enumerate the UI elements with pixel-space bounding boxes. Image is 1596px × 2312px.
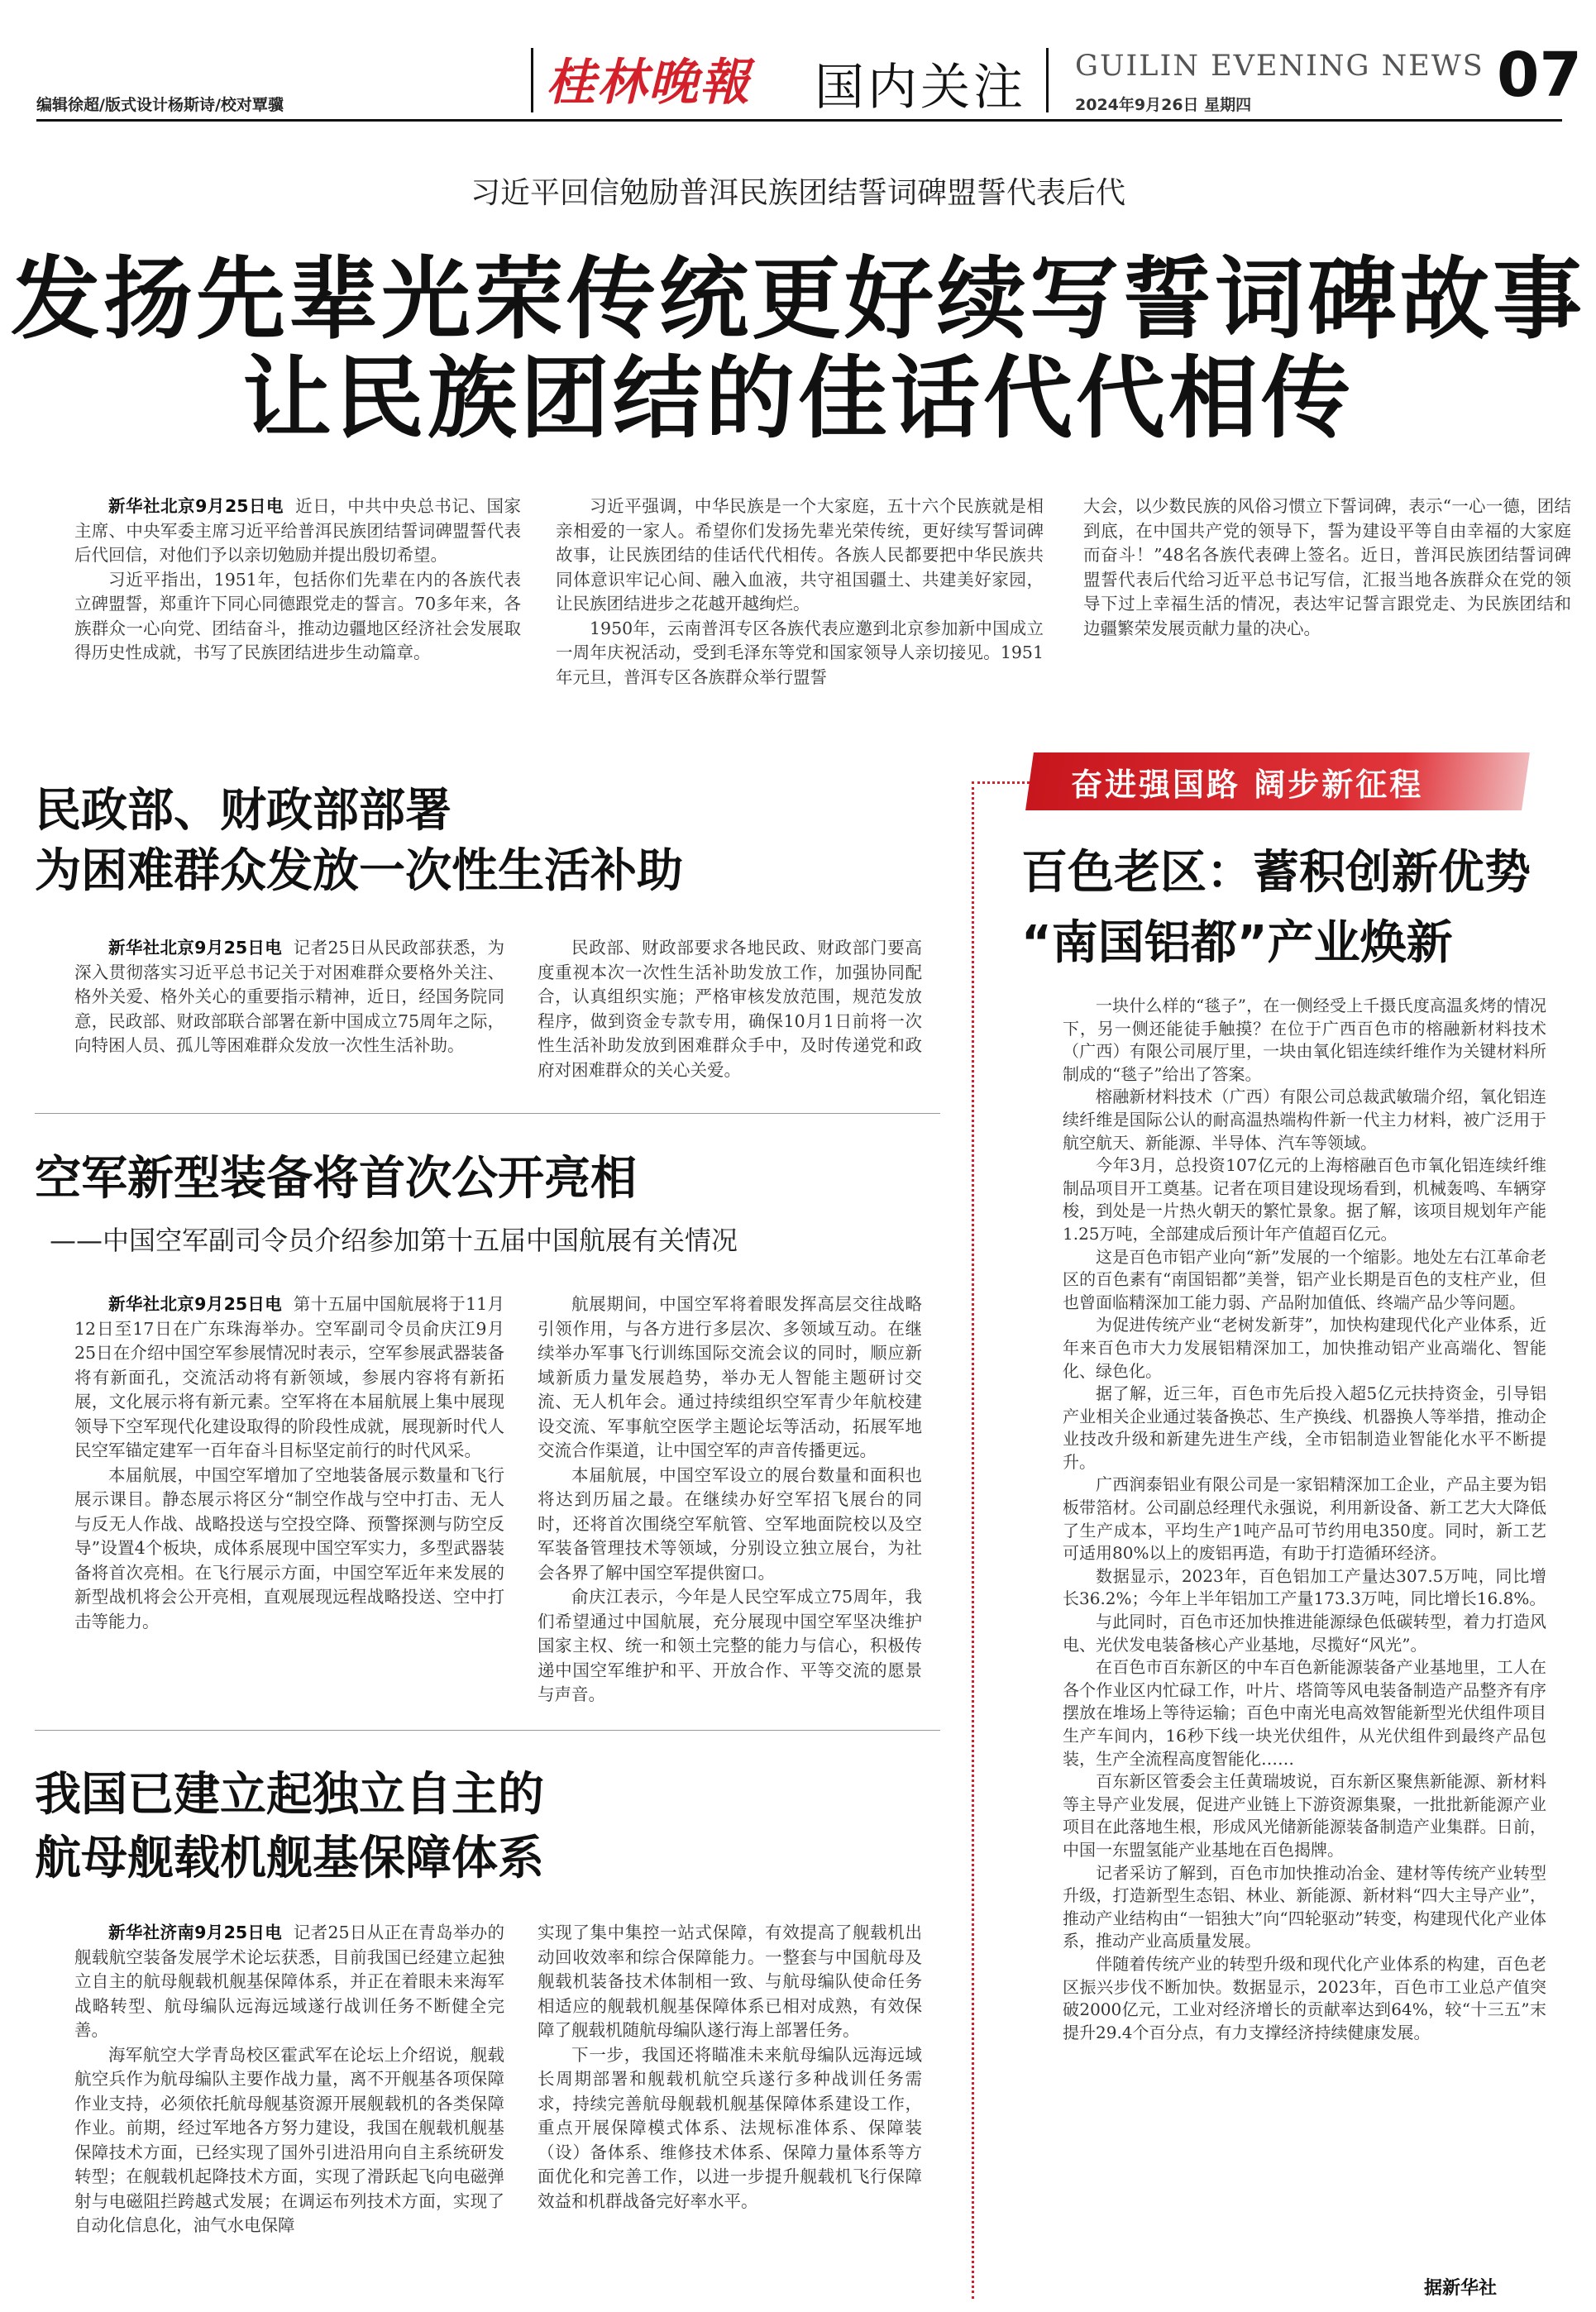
article2-title: 空军新型装备将首次公开亮相 [35, 1152, 637, 1206]
lead-paragraph: 新华社北京9月25日电 近日，中共中央总书记、国家主席、中央军委主席习近平给普洱民族团结誓词碑盟誓代表后代回信，对他们予以亲切勉励并提出殷切希望。 [74, 496, 521, 565]
divider [35, 1730, 940, 1731]
article-paragraph: 一块什么样的“毯子”，在一侧经受上千摄氏度高温炙烤的情况下，另一侧还能徒手触摸？在位于广西百色市的榕融新材料技术（广西）有限公司展厅里，一块由氧化铝连续纤维作为关键材料所制成的“毯子”给出了答案。 [1063, 996, 1546, 1084]
article1-column-2 [538, 936, 922, 1093]
right-frame-top [972, 781, 1030, 784]
article3-title-1: 我国已建立起独立自主的 [35, 1768, 544, 1822]
article-paragraph: 本届航展，中国空军设立的展台数量和面积也将达到历届之最。在继续办好空军招飞展台的同时，还将首次围绕空军航管、空军地面院校以及空军装备管理技术等领域，分别设立独立展台，为社会各界了解中国空军提供窗口。 [538, 1464, 922, 1583]
masthead-divider [531, 48, 533, 112]
article-paragraph: 海军航空大学青岛校区霍武军在论坛上介绍说，舰载航空兵作为航母编队主要作战力量，离不开舰基各项保障作业支持，必须依托航母舰基资源开展舰载机的各类保障作业。前期，经过军地各方努力建设，我国在舰载机舰基保障技术方面，已经实现了国外引进沿用向自主系统研发转型；在舰载机起降技术方面，实现了滑跃起飞向电磁弹射与电磁阻拦跨越式发展；在调运布列技术方面，实现了自动化信息化，油气水电保障 [74, 2044, 504, 2235]
article-paragraph: 俞庆江表示，今年是人民空军成立75周年，我们希望通过中国航展，充分展现中国空军坚决维护国家主权、统一和领土完整的能力与信心，积极传递中国空军维护和平、开放合作、平等交流的愿景与声音。 [538, 1587, 922, 1704]
lead-headline-1: 发扬先辈光荣传统更好续写誓词碑故事 [10, 248, 1585, 351]
lead-paragraph: 习近平强调，中华民族是一个大家庭，五十六个民族就是相亲相爱的一家人。希望你们发扬先辈光荣传统，更好续写誓词碑故事，让民族团结的佳话代代相传。各族人民都要把中华民族共同体意识牢记心间、融入血液，共守祖国疆土、共建美好家园，让民族团结进步之花越开越绚烂。 [556, 496, 1044, 614]
article-paragraph: 民政部、财政部要求各地民政、财政部门要高度重视本次一次性生活补助发放工作，加强协同配合，认真组织实施；严格审核发放范围，规范发放程序，做到资金专款专用，确保10月1日前将一次性生活补助发放到困难群众手中，及时传递党和政府对困难群众的关心关爱。 [538, 938, 922, 1080]
article1-column-1 [74, 936, 504, 1093]
divider [35, 1113, 940, 1114]
article-paragraph: 新华社北京9月25日电 记者25日从民政部获悉，为深入贯彻落实习近平总书记关于对困难群众要格外关注、格外关爱、格外关心的重要指示精神，近日，经国务院同意，民政部、财政部联合部署在新中国成立75周年之际，向特困人员、孤儿等困难群众发放一次性生活补助。 [74, 938, 504, 1055]
article3-column-1 [74, 1921, 504, 2297]
article-paragraph: 今年3月，总投资107亿元的上海榕融百色市氧化铝连续纤维制品项目开工奠基。记者在项目建设现场看到，机械轰鸣、车辆穿梭，到处是一片热火朝天的繁忙景象。据了解，该项目规划年产能1.25万吨，全部建成后预计年产值超百亿元。 [1063, 1155, 1546, 1244]
article-paragraph: 百东新区管委会主任黄瑞坡说，百东新区聚焦新能源、新材料等主导产业发展，促进产业链上下游资源集聚，一批批新能源产业项目在此落地生根，形成风光储新能源装备制造产业集群。日前，中国一东盟氢能产业基地在百色揭牌。 [1063, 1771, 1546, 1860]
page-number: 07 [1497, 40, 1582, 111]
section-name: 国内关注 [815, 59, 1026, 117]
article-paragraph: 在百色市百东新区的中车百色新能源装备产业基地里，工人在各个作业区内忙碌工作，叶片、塔筒等风电装备制造产品整齐有序摆放在堆场上等待运输；百色中南光电高效智能新型光伏组件项目生产车间内，16秒下线一块光伏组件，从光伏组件到最终产品包装，生产全流程高度智能化…… [1063, 1657, 1546, 1769]
article-paragraph: 新华社北京9月25日电 第十五届中国航展将于11月12日至17日在广东珠海举办。空军副司令员俞庆江9月25日在介绍中国空军参展情况时表示，空军参展武器装备将有新面孔，交流活动将有新领域，参展内容将有新拓展，文化展示将有新元素。空军将在本届航展上集中展现领导下空军现代化建设取得的阶段性成就，展现新时代人民空军锚定建军一百年奋斗目标坚定前行的时代风采。 [74, 1294, 504, 1460]
article1-title-1: 民政部、财政部部署 [35, 784, 452, 838]
article-paragraph: 榕融新材料技术（广西）有限公司总裁武敏瑞介绍，氧化铝连续纤维是国际公认的耐高温热端构件新一代主力材料，被广泛用于航空航天、新能源、半导体、汽车等领域。 [1063, 1087, 1546, 1153]
lead-paragraph: 习近平指出，1951年，包括你们先辈在内的各族代表立碑盟誓，郑重许下同心同德跟党走的誓言。70多年来，各族群众一心向党、团结奋斗，推动边疆地区经济社会发展取得历史性成就，书写了民族团结进步生动篇章。 [74, 569, 521, 662]
lead-headline-2: 让民族团结的佳话代代相传 [241, 347, 1354, 451]
english-name: GUILIN EVENING NEWS [1075, 50, 1484, 83]
article-paragraph: 数据显示，2023年，百色铝加工产量达307.5万吨，同比增长36.2%；今年上半年铝加工产量173.3万吨，同比增长16.8%。 [1063, 1565, 1546, 1609]
issue-date: 2024年9月26日 星期四 [1075, 96, 1252, 114]
right-column [1063, 995, 1546, 2264]
article2-column-1 [74, 1292, 504, 1710]
lead-column-2 [556, 494, 1044, 734]
article-paragraph: 航展期间，中国空军将着眼发挥高层交往战略引领作用，与各方进行多层次、多领域互动。在继续举办军事飞行训练国际交流会议的同时，顺应新域新质力量发展趋势，举办无人智能主题研讨交流、无人机年会。通过持续组织空军青少年航校建设交流、军事航空医学主题论坛等活动，拓展军地交流合作渠道，让中国空军的声音传播更远。 [538, 1294, 922, 1460]
masthead-divider-2 [1046, 48, 1049, 112]
article-paragraph: 记者采访了解到，百色市加快推动冶金、建材等传统产业转型升级，打造新型生态铝、林业、新能源、新材料“四大主导产业”，推动产业结构由“一铝独大”向“四轮驱动”转变，构建现代化产业体系，推动产业高质量发展。 [1063, 1862, 1546, 1951]
right-title-2: “南国铝都”产业焕新 [1021, 916, 1453, 970]
lead-kicker: 习近平回信勉励普洱民族团结誓词碑盟誓代表后代 [470, 176, 1125, 210]
article-paragraph: 与此同时，百色市还加快推进能源绿色低碳转型，着力打造风电、光伏发电装备核心产业基地，尽揽好“风光”。 [1063, 1612, 1546, 1655]
article-paragraph: 本届航展，中国空军增加了空地装备展示数量和飞行展示课目。静态展示将区分“制空作战与空中打击、无人与反无人作战、战略投送与空投空降、预警探测与防空反导”设置4个板块，成体系展现中国空军实力，多型武器装备将首次亮相。在飞行展示方面，中国空军近年来发展的新型战机将会公开亮相，直观展现远程战略投送、空中打击等能力。 [74, 1464, 504, 1631]
lead-paragraph: 大会，以少数民族的风俗习惯立下誓词碑，表示“一心一德，团结到底，在中国共产党的领导下，誓为建设平等自由幸福的大家庭而奋斗！”48名各族代表碑上签名。近日，普洱民族团结誓词碑盟誓代表后代给习近平总书记写信，汇报当地各族群众在党的领导下过上幸福生活的情况，表达牢记誓言跟党走、为民族团结和边疆繁荣发展贡献力量的决心。 [1083, 496, 1571, 638]
lead-dateline: 新华社北京9月25日电 [108, 496, 284, 516]
article2-dateline: 新华社北京9月25日电 [108, 1294, 283, 1314]
article-paragraph: 伴随着传统产业的转型升级和现代化产业体系的构建，百色老区振兴步伐不断加快。数据显示，2023年，百色市工业总产值突破2000亿元，工业对经济增长的贡献率达到64%，较“十三五”末提升29.4个百分点，有力支撑经济持续健康发展。 [1063, 1953, 1546, 2042]
column-banner: 奋进强国路 阔步新征程 [1071, 766, 1424, 803]
article-paragraph: 据了解，近三年，百色市先后投入超5亿元扶持资金，引导铝产业相关企业通过装备换芯、生产换线、机器换人等举措，推动企业技改升级和新建先进生产线，全市铝制造业智能化水平不断提升。 [1063, 1383, 1546, 1472]
article-paragraph: 新华社济南9月25日电 记者25日从正在青岛举办的舰载航空装备发展学术论坛获悉，目前我国已经建立起独立自主的航母舰载机舰基保障体系，并正在着眼未来海军战略转型、航母编队远海远域遂行战训任务不断健全完善。 [74, 1923, 504, 2040]
lead-column-3 [1083, 494, 1571, 734]
article2-subtitle: ——中国空军副司令员介绍参加第十五届中国航展有关情况 [50, 1225, 738, 1256]
editor-credits: 编辑徐超/版式设计杨斯诗/校对覃骥 [36, 96, 284, 114]
right-title-1: 百色老区：蓄积创新优势 [1021, 846, 1531, 900]
article-paragraph: 下一步，我国还将瞄准未来航母编队远海远域长周期部署和舰载机航空兵遂行多种战训任务需求，持续完善航母舰载机舰基保障体系建设工作，重点开展保障模式体系、法规标准体系、保障装（设）备体系、维修技术体系、保障力量体系等方面优化和完善工作，以进一步提升舰载机飞行保障效益和机群战备完好率水平。 [538, 2044, 922, 2211]
article1-dateline: 新华社北京9月25日电 [108, 938, 283, 958]
article3-title-2: 航母舰载机舰基保障体系 [35, 1832, 544, 1885]
right-frame-left [972, 781, 974, 2299]
article-paragraph: 为促进传统产业“老树发新芽”，加快构建现代化产业体系，近年来百色市大力发展铝精深加工，加快推动铝产业高端化、智能化、绿色化。 [1063, 1315, 1546, 1381]
lead-paragraph: 1950年，云南普洱专区各族代表应邀到北京参加新中国成立一周年庆祝活动，受到毛泽东等党和国家领导人亲切接见。1951年元旦，普洱专区各族群众举行盟誓 [556, 618, 1044, 687]
article-paragraph: 实现了集中集控一站式保障，有效提高了舰载机出动回收效率和综合保障能力。一整套与中国航母及舰载机装备技术体制相一致、与航母编队使命任务相适应的舰载机舰基保障体系已相对成熟，有效保障了舰载机随航母编队遂行海上部署任务。 [538, 1923, 922, 2040]
newspaper-logo: 桂林晚報 [546, 54, 751, 112]
article-source: 据新华社 [1424, 2278, 1498, 2299]
article1-title-2: 为困难群众发放一次性生活补助 [35, 844, 683, 898]
article2-column-2 [538, 1292, 922, 1710]
article3-dateline: 新华社济南9月25日电 [108, 1923, 283, 1942]
article-paragraph: 广西润泰铝业有限公司是一家铝精深加工企业，产品主要为铝板带箔材。公司副总经理代永强说，利用新设备、新工艺大大降低了生产成本，平均生产1吨产品可节约用电350度。同时，新工艺可适用80%以上的废铝再造，有助于打造循环经济。 [1063, 1474, 1546, 1564]
article3-column-2 [538, 1921, 922, 2297]
article-paragraph: 这是百色市铝产业向“新”发展的一个缩影。地处左右江革命老区的百色素有“南国铝都”美誉，铝产业长期是百色的支柱产业，但也曾面临精深加工能力弱、产品附加值低、终端产品少等问题。 [1063, 1246, 1546, 1312]
lead-column-1 [74, 494, 521, 734]
masthead-rule [36, 119, 1562, 122]
